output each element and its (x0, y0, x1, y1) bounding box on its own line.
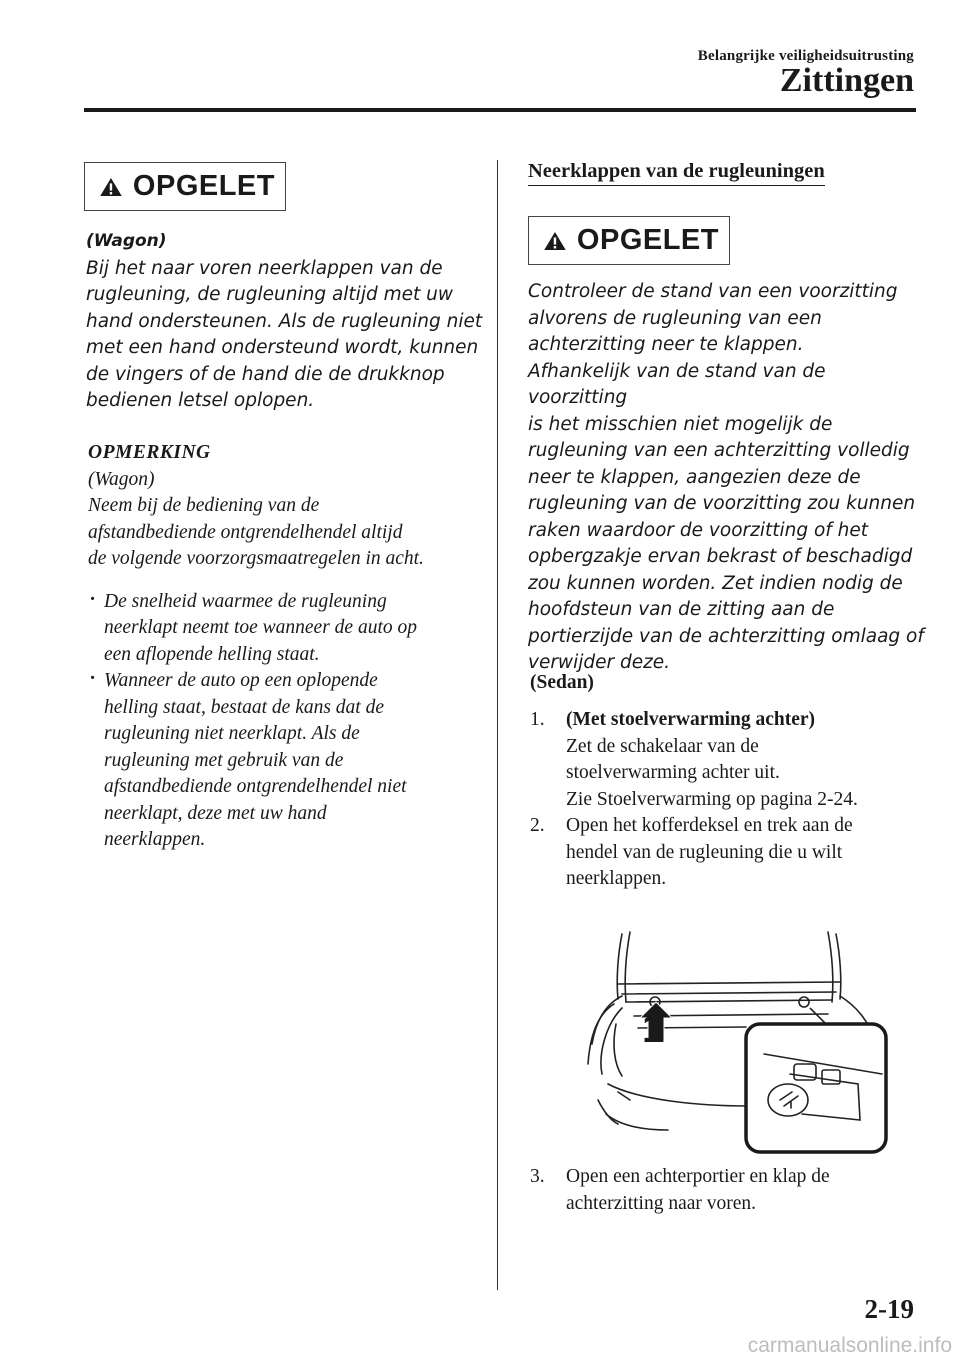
bullet-line: afstandbediende ontgrendelhendel niet (104, 776, 407, 797)
caution-line: Controleer de stand van een voorzitting (528, 281, 898, 302)
callout-number: 1 (642, 1007, 665, 1051)
page-title: Zittingen (779, 62, 914, 99)
step-line: stoelverwarming achter uit. (566, 762, 780, 783)
step-line: achterzitting naar voren. (566, 1192, 757, 1214)
bullet-line: neerklapt neemt toe wanneer de auto op (104, 617, 417, 638)
step-number: 3. (530, 1166, 545, 1187)
warning-icon (543, 224, 567, 258)
step-number: 1. (530, 709, 545, 730)
caution-label: OPGELET (576, 224, 719, 256)
note-heading: OPMERKING (88, 442, 211, 463)
caution-box-left (84, 162, 286, 211)
section-heading: Neerklappen van de rugleuningen (528, 160, 825, 186)
steps-list (526, 707, 926, 893)
step-line: neerklappen. (566, 868, 667, 889)
warning-icon (99, 170, 123, 204)
note-sub: (Wagon) (88, 468, 155, 490)
caution-line: alvorens de rugleuning van een (528, 307, 822, 329)
step-line: Open een achterportier en klap de (566, 1166, 830, 1187)
bullet-line: neerklappen. (104, 829, 206, 850)
step-item (526, 707, 926, 813)
sedan-label: (Sedan) (530, 672, 594, 693)
step-line: Open het kofferdeksel en trek aan de (566, 815, 853, 836)
note-block (88, 440, 488, 854)
caution-line: portierzijde van de achterzitting omlaag of (528, 625, 924, 647)
caution-line: met een hand ondersteund wordt, kunnen (86, 337, 479, 358)
caution-line: is het misschien niet mogelijk de (528, 413, 833, 435)
caution-line: raken waardoor de voorzitting of het (528, 519, 869, 541)
caution-line: bedienen letsel oplopen. (86, 390, 315, 411)
bullet-line: neerklapt, deze met uw hand (104, 802, 327, 824)
bullet-line: rugleuning met gebruik van de (104, 749, 344, 771)
caution-line: verwijder deze. (528, 652, 671, 673)
step-line: Zie Stoelverwarming op pagina 2-24. (566, 788, 858, 810)
watermark: carmanualsonline.info (747, 1334, 952, 1357)
step-line: hendel van de rugleuning die u wilt (566, 841, 843, 863)
bullet-item (86, 668, 488, 854)
column-divider (497, 160, 498, 1290)
left-caution-text (86, 228, 486, 415)
caution-line: de vingers of de hand die de drukknop (86, 363, 445, 385)
trunk-lever-illustration (578, 924, 890, 1156)
caution-line: Afhankelijk van de stand van de voorzitting (528, 360, 826, 408)
caution-heading: (Wagon) (86, 231, 167, 251)
caution-line: zou kunnen worden. Zet indien nodig de (528, 572, 903, 594)
caution-line: hand ondersteunen. Als de rugleuning niet (86, 310, 483, 332)
bullet-line: rugleuning niet neerklapt. Als de (104, 723, 360, 744)
note-line: afstandbediende ontgrendelhendel altijd (88, 521, 403, 543)
caution-box-right (528, 216, 730, 265)
bullet-line: een aflopende helling staat. (104, 643, 320, 665)
caution-line: achterzitting neer te klappen. (528, 334, 804, 355)
bullet-line: helling staat, bestaat de kans dat de (104, 696, 385, 718)
note-line: de volgende voorzorgsmaatregelen in acht. (88, 548, 424, 569)
steps-list-continued (526, 1164, 926, 1217)
caution-label: OPGELET (132, 170, 275, 202)
section-title: Belangrijke veiligheidsuitrusting (697, 48, 914, 64)
bullet-line: · De snelheid waarmee de rugleuning (104, 590, 387, 612)
page-number: 2-19 (864, 1294, 914, 1324)
bullet-line: · Wanneer de auto op een oplopende (104, 670, 378, 691)
step-number: 2. (530, 815, 545, 836)
caution-line: rugleuning, de rugleuning altijd met uw (86, 284, 453, 305)
step-item (526, 1164, 926, 1217)
caution-line: rugleuning van de voorzitting zou kunnen (528, 493, 916, 514)
caution-line: rugleuning van een achterzitting volledig (528, 440, 910, 461)
right-caution-text (528, 279, 928, 677)
caution-line: neer te klappen, aangezien deze de (528, 466, 861, 488)
header-rule (84, 108, 916, 112)
caution-line: opbergzakje ervan bekrast of beschadigd (528, 546, 913, 567)
caution-line: hoofdsteun van de zitting aan de (528, 599, 835, 620)
bullet-item (86, 589, 488, 669)
step-item (526, 813, 926, 893)
note-line: Neem bij de bediening van de (88, 495, 320, 516)
step-title: (Met stoelverwarming achter) (566, 709, 816, 730)
caution-line: Bij het naar voren neerklappen van de (86, 257, 443, 279)
step-line: Zet de schakelaar van de (566, 735, 759, 757)
